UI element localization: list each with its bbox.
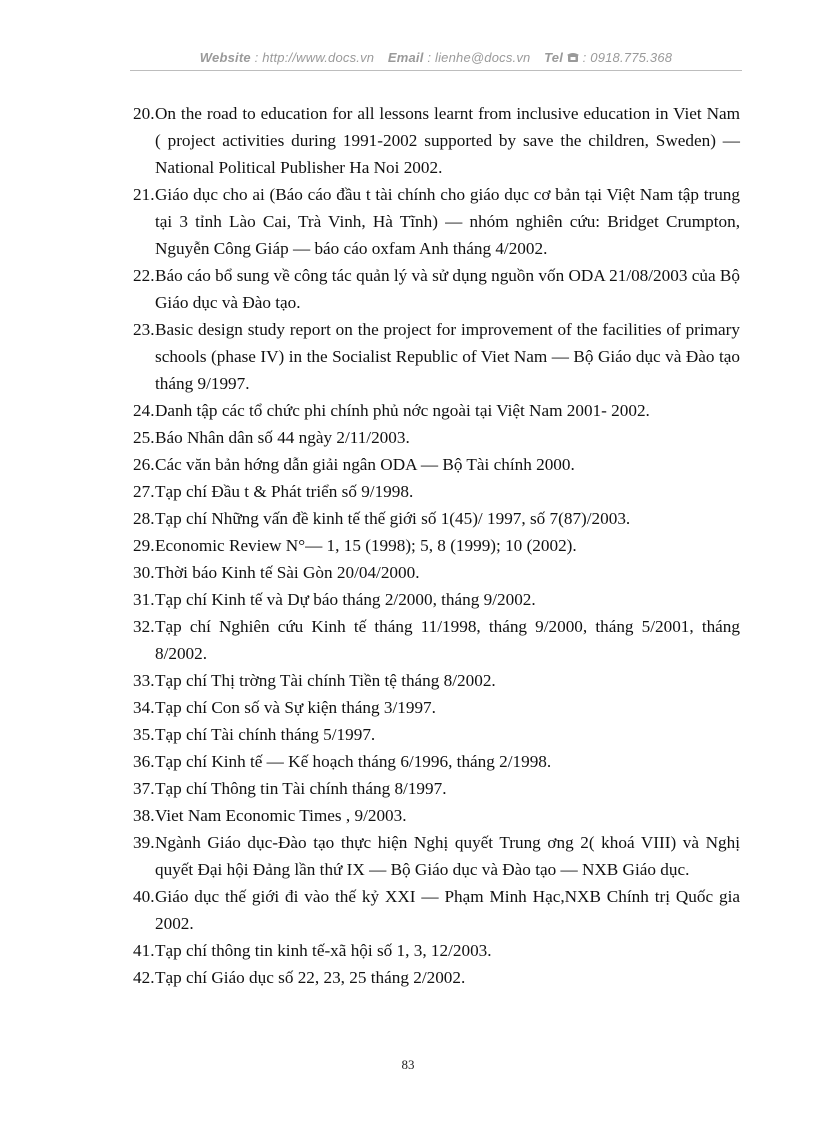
reference-item bbox=[133, 964, 740, 991]
reference-number: 37. bbox=[133, 779, 155, 798]
reference-item bbox=[133, 802, 740, 829]
reference-text: Tạp chí Giáo dục số 22, 23, 25 tháng 2/2002. bbox=[155, 968, 466, 987]
reference-text: Danh tập các tổ chức phi chính phủ nớc ngoài tại Việt Nam 2001- 2002. bbox=[155, 401, 650, 420]
reference-text: Thời báo Kinh tế Sài Gòn 20/04/2000. bbox=[155, 563, 420, 582]
reference-number: 29. bbox=[133, 536, 155, 555]
reference-item bbox=[133, 316, 740, 397]
reference-item bbox=[133, 532, 740, 559]
reference-text: Các văn bản hớng dẫn giải ngân ODA — Bộ Tài chính 2000. bbox=[155, 455, 575, 474]
phone-number: : 0918.775.368 bbox=[582, 50, 673, 65]
page-number: 83 bbox=[401, 1057, 415, 1072]
reference-item bbox=[133, 451, 740, 478]
phone-icon bbox=[567, 50, 583, 65]
reference-number: 33. bbox=[133, 671, 155, 690]
reference-number: 27. bbox=[133, 482, 155, 501]
reference-item bbox=[133, 397, 740, 424]
email-label: Email bbox=[387, 50, 424, 65]
reference-text: Báo Nhân dân số 44 ngày 2/11/2003. bbox=[155, 428, 410, 447]
reference-item bbox=[133, 100, 740, 181]
reference-item bbox=[133, 667, 740, 694]
reference-text: Tạp chí Những vấn đề kinh tế thế giới số 1(45)/ 1997, số 7(87)/2003. bbox=[155, 509, 631, 528]
reference-text: Ngành Giáo dục-Đào tạo thực hiện Nghị quyết Trung ơng 2( khoá VIII) và Nghị quyết Đại hội Đảng lần thứ IX — Bộ Giáo dục và Đào tạo — NXB Giáo dục. bbox=[155, 833, 740, 879]
reference-text: Tạp chí Con số và Sự kiện tháng 3/1997. bbox=[155, 698, 436, 717]
reference-text: Basic design study report on the project for improvement of the facilities of primary schools (phase IV) in the Socialist Republic of Viet Nam — Bộ Giáo dục và Đào tạo tháng 9/1997. bbox=[155, 320, 740, 393]
reference-text: Tạp chí Kinh tế và Dự báo tháng 2/2000, tháng 9/2002. bbox=[155, 590, 536, 609]
reference-number: 23. bbox=[133, 320, 155, 339]
reference-item bbox=[133, 586, 740, 613]
reference-item bbox=[133, 424, 740, 451]
reference-number: 20. bbox=[133, 104, 155, 123]
reference-item bbox=[133, 478, 740, 505]
reference-number: 28. bbox=[133, 509, 155, 528]
reference-item bbox=[133, 937, 740, 964]
reference-item bbox=[133, 181, 740, 262]
reference-text: Tạp chí Kinh tế — Kế hoạch tháng 6/1996, tháng 2/1998. bbox=[155, 752, 552, 771]
reference-number: 35. bbox=[133, 725, 155, 744]
reference-text: Giáo dục cho ai (Báo cáo đầu t tài chính cho giáo dục cơ bản tại Việt Nam tập trung tại 3 tỉnh Lào Cai, Trà Vinh, Hà Tĩnh) — nhóm nghiên cứu: Bridget Crumpton, Nguyễn Công Giáp — báo cáo oxfam Anh tháng 4/2002. bbox=[155, 185, 740, 258]
reference-number: 34. bbox=[133, 698, 155, 717]
reference-number: 22. bbox=[133, 266, 155, 285]
reference-text: Tạp chí thông tin kinh tế-xã hội số 1, 3, 12/2003. bbox=[155, 941, 492, 960]
page-header bbox=[130, 50, 742, 65]
reference-text: Tạp chí Thị trờng Tài chính Tiền tệ tháng 8/2002. bbox=[155, 671, 496, 690]
reference-list bbox=[133, 100, 740, 991]
reference-number: 32. bbox=[133, 617, 155, 636]
website-url[interactable]: : http://www.docs.vn bbox=[254, 50, 375, 65]
reference-item bbox=[133, 694, 740, 721]
reference-item bbox=[133, 883, 740, 937]
reference-number: 42. bbox=[133, 968, 155, 987]
reference-number: 38. bbox=[133, 806, 155, 825]
reference-item bbox=[133, 829, 740, 883]
reference-number: 25. bbox=[133, 428, 155, 447]
reference-text: Tạp chí Nghiên cứu Kinh tế tháng 11/1998, tháng 9/2000, tháng 5/2001, tháng 8/2002. bbox=[155, 617, 740, 663]
reference-number: 36. bbox=[133, 752, 155, 771]
website-label: Website bbox=[199, 50, 251, 65]
reference-item bbox=[133, 505, 740, 532]
header-divider bbox=[130, 70, 742, 71]
reference-number: 39. bbox=[133, 833, 155, 852]
reference-item bbox=[133, 559, 740, 586]
reference-text: Tạp chí Tài chính tháng 5/1997. bbox=[155, 725, 376, 744]
reference-number: 40. bbox=[133, 887, 155, 906]
reference-number: 21. bbox=[133, 185, 155, 204]
reference-number: 24. bbox=[133, 401, 155, 420]
reference-text: Tạp chí Thông tin Tài chính tháng 8/1997. bbox=[155, 779, 447, 798]
reference-number: 31. bbox=[133, 590, 155, 609]
reference-text: Tạp chí Đầu t & Phát triển số 9/1998. bbox=[155, 482, 414, 501]
reference-text: On the road to education for all lessons learnt from inclusive education in Viet Nam ( project activities during 1991-2002 supported by save the children, Sweden) — National Political Publisher Ha Noi 2002. bbox=[155, 104, 740, 177]
email-address[interactable]: : lienhe@docs.vn bbox=[427, 50, 531, 65]
reference-text: Báo cáo bổ sung về công tác quản lý và sử dụng nguồn vốn ODA 21/08/2003 của Bộ Giáo dục và Đào tạo. bbox=[155, 266, 740, 312]
reference-item bbox=[133, 775, 740, 802]
reference-number: 41. bbox=[133, 941, 155, 960]
reference-item bbox=[133, 748, 740, 775]
tel-label: Tel bbox=[544, 50, 564, 65]
reference-number: 30. bbox=[133, 563, 155, 582]
reference-item bbox=[133, 613, 740, 667]
reference-number: 26. bbox=[133, 455, 155, 474]
reference-text: Economic Review N°— 1, 15 (1998); 5, 8 (1999); 10 (2002). bbox=[155, 536, 577, 555]
reference-text: Viet Nam Economic Times , 9/2003. bbox=[155, 806, 407, 825]
reference-text: Giáo dục thế giới đi vào thế kỷ XXI — Phạm Minh Hạc,NXB Chính trị Quốc gia 2002. bbox=[155, 887, 740, 933]
reference-item bbox=[133, 262, 740, 316]
reference-item bbox=[133, 721, 740, 748]
